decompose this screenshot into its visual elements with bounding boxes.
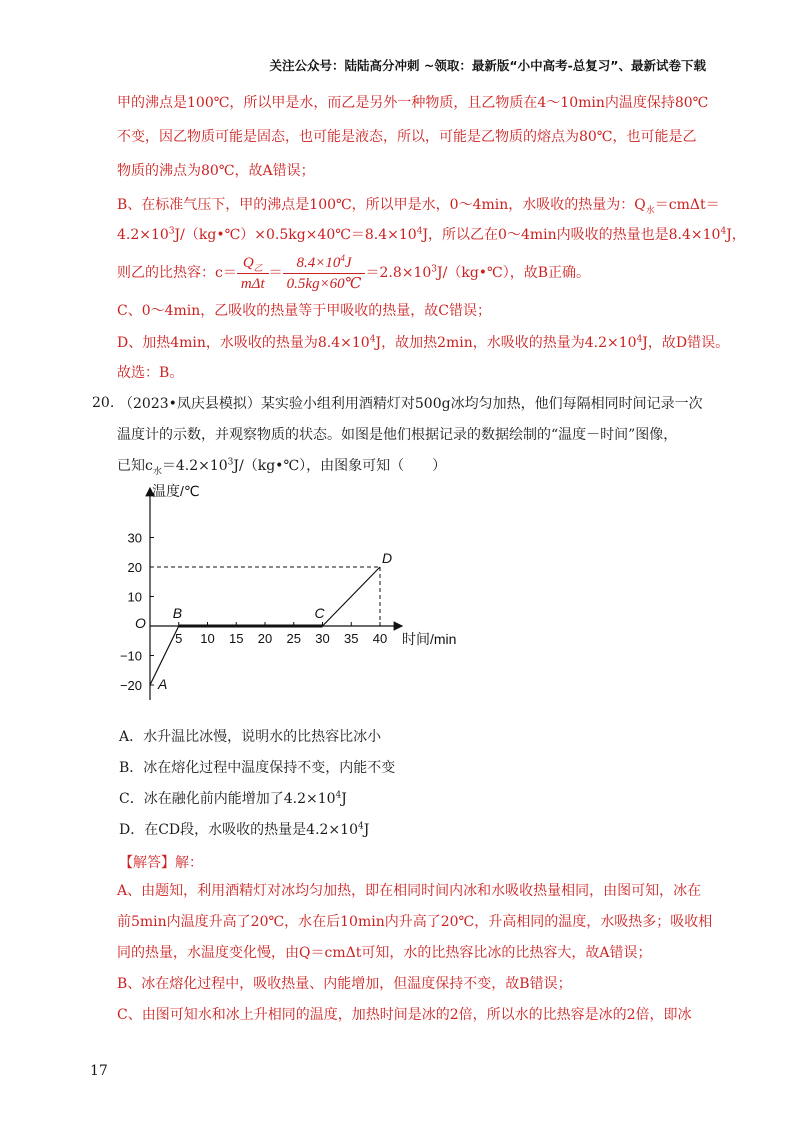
text: 则乙的比热容：c＝ [117,265,237,281]
text: ＝ [268,265,283,281]
text: J/（kg•℃），故B正确。 [437,265,590,281]
text: ＝2.8×10 [365,265,432,281]
answer-tag-2: 解： [175,855,203,871]
answer-line: 前5min内温度升高了20℃，水在后10min内升高了20℃，升高相同的温度，水吸热多；吸收相 [117,914,713,930]
question-line: 温度计的示数，并观察物质的状态。如图是他们根据记录的数据绘制的“温度－时间”图像， [117,427,678,443]
text: Q [242,254,254,271]
solution-line: 甲的沸点是100℃，所以甲是水，而乙是另外一种物质，且乙物质在4～10min内温度保持80℃ [117,95,709,111]
x-tick-label: 10 [200,631,215,646]
y-tick-label: −10 [119,648,142,664]
x-tick-label: 30 [315,631,330,646]
subscript: 水 [152,466,162,477]
point-label-C: C [314,605,325,621]
text: J/（kg•℃），由图象可知（ ） [233,458,447,474]
answer-line: A、由题知，利用酒精灯对冰均匀加热，即在相同时间内冰和水吸收热量相同，由图可知，冰在 [117,883,702,899]
fraction-q-over-mdt [237,253,269,294]
superscript: 4 [369,334,376,345]
y-tick-label: 30 [127,530,142,546]
x-axis-label: 时间/min [402,631,457,647]
superscript: 4 [357,821,364,832]
numerator [283,253,366,274]
x-tick-label: 5 [175,631,183,646]
text: ＝4.2×10 [161,458,228,474]
y-axis-label: 温度/℃ [152,483,200,499]
x-tick-label: 20 [257,631,273,646]
answer-line: C、由图可知水和冰上升相同的温度，加热时间是冰的2倍，所以水的比热容是冰的2倍，即冰 [117,1007,692,1023]
y-tick-label: 10 [127,589,142,605]
solution-line-b1 [117,196,720,214]
text: D．在CD段，水吸收的热量是4.2×10 [119,822,358,838]
question-line [117,457,446,475]
question-number: 20. [92,395,115,411]
temperature-time-chart [110,478,490,710]
subscript: 水 [645,205,655,216]
superscript: 3 [168,226,175,237]
text: J，所以乙在0～4min内吸收的热量也是8.4×10 [422,227,721,243]
point-label-A: A [158,676,168,692]
text: 已知c [117,458,153,474]
superscript: 4 [416,226,423,237]
answer-heading [119,852,203,872]
numerator [237,253,269,274]
option-a[interactable]: A．水升温比冰慢，说明水的比热容比冰小 [119,729,382,745]
subscript: 乙 [253,262,263,273]
text: D、加热4min，水吸收的热量为8.4×10 [117,335,370,351]
text: J， [726,227,746,243]
superscript: 4 [335,790,342,801]
series-segment-CD [323,567,381,626]
solution-choice: 故选：B。 [117,365,184,381]
origin-label: O [135,615,146,631]
text: C．冰在融化前内能增加了4.2×10 [119,791,336,807]
superscript: 4 [636,334,643,345]
fraction-values [283,253,366,294]
solution-line-c: C、0～4min，乙吸收的热量等于甲吸收的热量，故C错误； [117,303,492,319]
option-d[interactable] [119,821,369,839]
solution-line: 不变，因乙物质可能是固态，也可能是液态，所以，可能是乙物质的熔点为80℃，也可能是乙 [117,129,697,145]
solution-line-b2 [117,226,746,244]
x-tick-label: 25 [286,631,301,646]
page-number: 17 [90,1063,108,1079]
text: J，故加热2min，水吸收的热量为4.2×10 [375,335,637,351]
x-tick-label: 40 [372,631,388,646]
x-tick-label: 35 [344,631,359,646]
solution-line-b3-formula [117,251,590,295]
superscript: 3 [431,264,438,275]
point-labels [157,550,392,692]
text: ＝cmΔt＝ [654,197,720,213]
superscript: 4 [720,226,727,237]
y-tick-label: 20 [127,560,142,575]
y-tick-label: −20 [119,678,142,693]
text: J [341,791,347,807]
solution-line-d [117,334,729,352]
answer-tag: 【解答】 [119,855,175,871]
superscript: 4 [340,252,345,263]
x-tick-label: 15 [229,631,244,646]
solution-line: 物质的沸点为80℃，故A错误； [117,163,315,179]
option-c[interactable] [119,790,347,808]
superscript: 3 [227,457,234,468]
text: J [344,254,352,271]
answer-line: 同的热量，水温度变化慢，由Q＝cmΔt可知，水的比热容比冰的比热容大，故A错误； [117,945,652,961]
y-tick-labels [120,531,154,694]
text: J/（kg•℃）×0.5kg×40℃＝8.4×10 [174,227,417,243]
text: 4.2×10 [117,227,169,243]
point-label-B: B [172,605,183,621]
text: B、在标准气压下，甲的沸点是100℃，所以甲是水，0～4min，水吸收的热量为：Q [117,197,646,213]
page-header: 关注公众号：陆陆高分冲刺 ~领取：最新版“小中高考-总复习”、最新试卷下载 [269,58,706,73]
answer-line: B、冰在熔化过程中，吸收热量、内能增加，但温度保持不变，故B错误； [117,976,572,992]
text: J [363,822,370,838]
text: 8.4×10 [296,254,341,271]
text: J，故D错误。 [642,335,730,351]
denominator: 0.5kg×60℃ [286,275,362,292]
denominator: mΔt [240,275,265,292]
question-line: （2023•凤庆县模拟）某实验小组利用酒精灯对500g冰均匀加热，他们每隔相同时间记录一次 [119,396,703,412]
option-b[interactable]: B．冰在熔化过程中温度保持不变，内能不变 [119,760,396,776]
point-label-D: D [382,550,393,566]
